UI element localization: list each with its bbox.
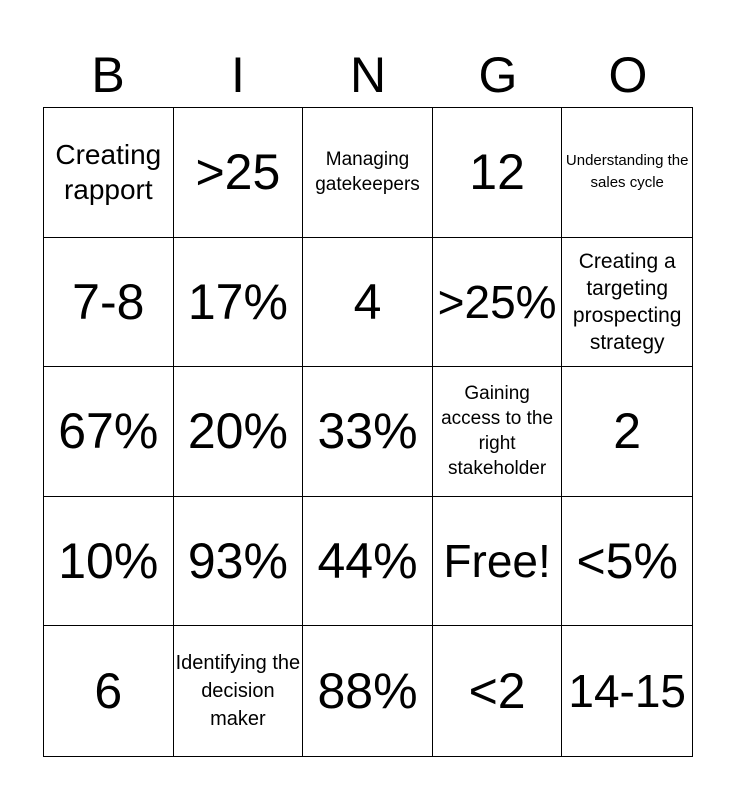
cell-text: >25%	[437, 275, 557, 328]
header-letter-n: N	[349, 47, 387, 103]
bingo-cell[interactable]	[303, 367, 433, 497]
cell-text: Creating rapport	[55, 139, 162, 206]
bingo-cell[interactable]	[174, 626, 304, 756]
header-letter-i: I	[231, 47, 245, 103]
cell-text: >25	[195, 144, 281, 201]
free-space[interactable]	[433, 497, 563, 627]
header-letter-b: B	[91, 47, 125, 103]
bingo-cell[interactable]	[174, 238, 304, 368]
bingo-cell[interactable]	[562, 238, 692, 368]
cell-text: 20%	[187, 403, 288, 460]
bingo-cell[interactable]	[303, 626, 433, 756]
bingo-cell[interactable]	[433, 367, 563, 497]
bingo-cell[interactable]	[433, 238, 563, 368]
cell-text: Free!	[443, 535, 551, 588]
cell-text: Understanding the sales cycle	[565, 152, 689, 192]
cell-text: 33%	[317, 403, 418, 460]
bingo-cell[interactable]	[44, 497, 174, 627]
bingo-cell[interactable]	[303, 108, 433, 238]
bingo-cell[interactable]	[44, 626, 174, 756]
bingo-cell[interactable]	[433, 108, 563, 238]
bingo-cell[interactable]	[44, 108, 174, 238]
cell-text: Identifying the decision maker	[175, 652, 301, 731]
header-letter-g: G	[478, 47, 518, 103]
cell-text: 67%	[58, 403, 159, 460]
cell-text: Managing gatekeepers	[315, 149, 420, 196]
cell-text: 7-8	[72, 273, 145, 330]
cell-text: 17%	[187, 273, 288, 330]
cell-text: 6	[94, 663, 123, 720]
bingo-cell[interactable]	[44, 238, 174, 368]
cell-text: 12	[469, 144, 525, 201]
cell-text: 10%	[58, 533, 159, 590]
header-letter-o: O	[608, 47, 648, 103]
bingo-cell[interactable]	[562, 367, 692, 497]
bingo-cell[interactable]	[562, 626, 692, 756]
cell-text: 2	[613, 403, 642, 460]
cell-text: Gaining access to the right stakeholder	[441, 383, 554, 480]
cell-text: 88%	[317, 663, 418, 720]
bingo-cell[interactable]	[303, 497, 433, 627]
bingo-cell[interactable]	[44, 367, 174, 497]
cell-text: 44%	[317, 533, 418, 590]
cell-text: Creating a targeting prospecting strategy	[572, 249, 682, 354]
cell-text: <5%	[576, 533, 678, 590]
bingo-cell[interactable]	[174, 108, 304, 238]
bingo-header	[43, 42, 693, 108]
cell-text: 4	[353, 273, 382, 330]
bingo-cell[interactable]	[174, 497, 304, 627]
bingo-cell[interactable]	[562, 497, 692, 627]
cell-text: 14-15	[568, 665, 687, 718]
bingo-cell[interactable]	[174, 367, 304, 497]
bingo-cell[interactable]	[303, 238, 433, 368]
cell-text: 93%	[187, 533, 288, 590]
bingo-cell[interactable]	[433, 626, 563, 756]
bingo-cell[interactable]	[562, 108, 692, 238]
cell-text: <2	[468, 663, 526, 720]
bingo-board	[43, 107, 693, 757]
